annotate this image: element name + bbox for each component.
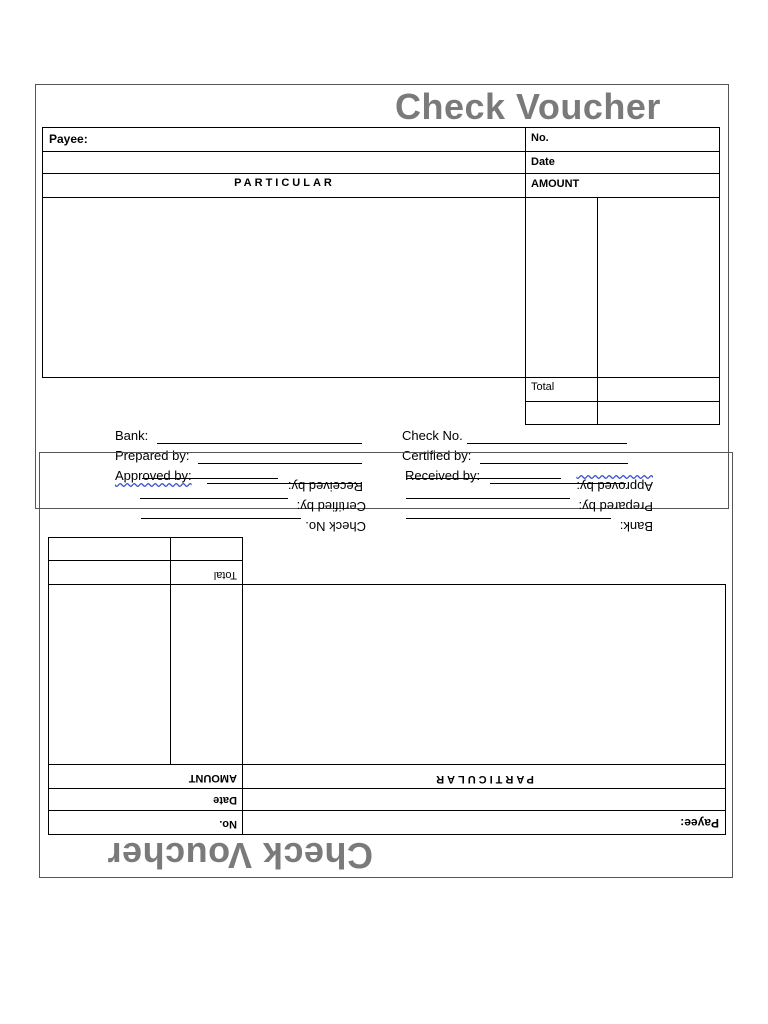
check-voucher-top [0, 0, 768, 483]
divider [48, 788, 726, 789]
check-voucher-bottom-inverted [0, 479, 768, 962]
bank-line [157, 443, 362, 444]
check-no-label: Check No. [305, 519, 366, 534]
approved-by-line [406, 478, 561, 479]
divider [42, 173, 720, 174]
divider [525, 377, 720, 378]
approved-by-label: Approved by: [115, 468, 192, 483]
payee-label: Payee: [680, 816, 719, 830]
divider [42, 151, 720, 152]
approved-by-label: Approved by: [576, 479, 653, 494]
no-label: No. [219, 818, 237, 830]
check-no-label: Check No. [402, 428, 463, 443]
total-label: Total [213, 569, 237, 581]
voucher-title: Check Voucher [107, 835, 373, 876]
particular-header: PARTICULAR [433, 773, 534, 785]
received-by-line [142, 478, 278, 479]
certified-by-line [140, 498, 288, 499]
prepared-by-label: Prepared by: [578, 499, 653, 514]
amount-header: AMOUNT [531, 178, 580, 190]
divider [597, 197, 598, 425]
received-by-label: Received by: [405, 468, 481, 483]
bank-label: Bank: [115, 428, 149, 443]
divider [170, 537, 171, 765]
payee-label: Payee: [49, 132, 88, 146]
prepared-by-label: Prepared by: [115, 448, 190, 463]
bank-line [406, 518, 611, 519]
date-label: Date [531, 156, 555, 168]
divider [48, 560, 243, 561]
divider [48, 584, 243, 585]
received-by-label: Received by: [287, 479, 363, 494]
particular-area [242, 584, 726, 765]
total-label: Total [531, 381, 555, 393]
amount-header: AMOUNT [188, 772, 237, 784]
divider [525, 401, 720, 402]
check-no-line [467, 443, 627, 444]
certified-by-label: Certified by: [296, 499, 366, 514]
bank-label: Bank: [619, 519, 653, 534]
date-label: Date [213, 794, 237, 806]
divider [48, 810, 726, 811]
certified-by-label: Certified by: [402, 448, 472, 463]
prepared-by-line [406, 498, 570, 499]
particular-area [42, 197, 526, 378]
amount-area [525, 197, 720, 425]
no-label: No. [531, 132, 549, 144]
particular-header: PARTICULAR [234, 177, 335, 189]
check-no-line [141, 518, 301, 519]
voucher-title: Check Voucher [395, 86, 661, 127]
